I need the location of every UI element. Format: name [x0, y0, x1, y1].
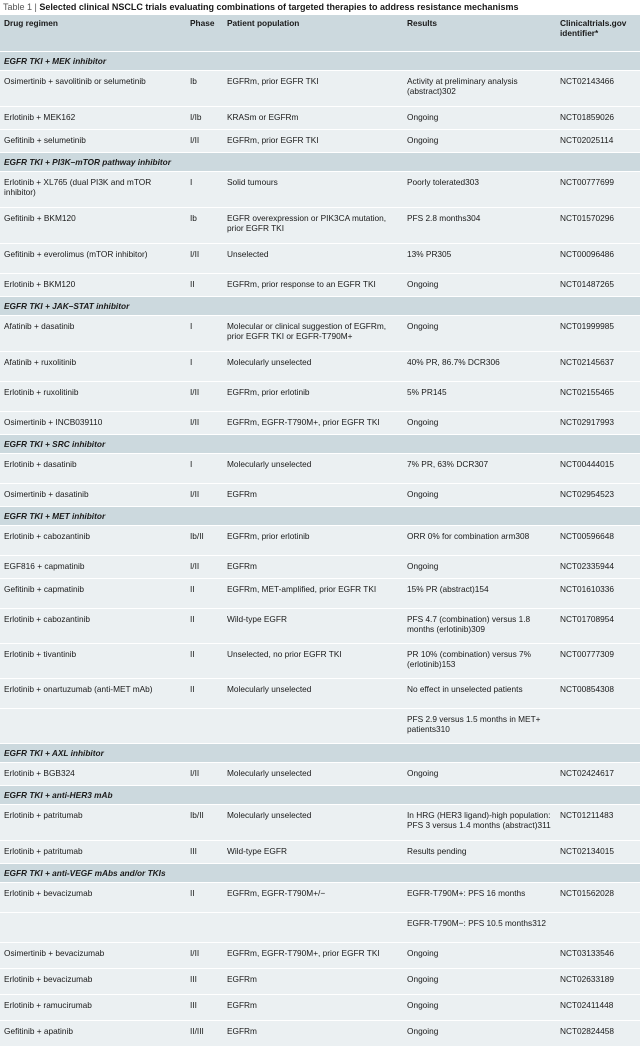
- identifier-cell: NCT02824458: [556, 1021, 640, 1047]
- identifier-cell: NCT02145637: [556, 352, 640, 382]
- section-title: EGFR TKI + MET inhibitor: [0, 507, 640, 526]
- phase-cell: III: [186, 841, 223, 864]
- patient-population-cell: EGFRm, prior erlotinib: [223, 382, 403, 412]
- table-row: [0, 609, 640, 644]
- table-row: [0, 841, 640, 864]
- drug-regimen-cell: [0, 913, 186, 943]
- identifier-cell: NCT02424617: [556, 763, 640, 786]
- results-cell: No effect in unselected patients: [403, 679, 556, 709]
- table-row: [0, 913, 640, 943]
- identifier-cell: [556, 709, 640, 744]
- table-row: [0, 412, 640, 435]
- table-row: [0, 644, 640, 679]
- identifier-cell: NCT01570296: [556, 208, 640, 244]
- phase-cell: I: [186, 316, 223, 352]
- phase-cell: [186, 913, 223, 943]
- section-header-row: [0, 435, 640, 454]
- patient-population-cell: EGFR overexpression or PIK3CA mutation, prior EGFR TKI: [223, 208, 403, 244]
- identifier-cell: NCT00096486: [556, 244, 640, 274]
- phase-cell: I/Ib: [186, 107, 223, 130]
- identifier-cell: NCT00596648: [556, 526, 640, 556]
- phase-cell: III: [186, 995, 223, 1021]
- identifier-cell: NCT02155465: [556, 382, 640, 412]
- drug-regimen-cell: Erlotinib + patritumab: [0, 841, 186, 864]
- results-cell: Ongoing: [403, 130, 556, 153]
- identifier-cell: NCT01999985: [556, 316, 640, 352]
- section-title: EGFR TKI + PI3K–mTOR pathway inhibitor: [0, 153, 640, 172]
- results-cell: Ongoing: [403, 484, 556, 507]
- drug-regimen-cell: Erlotinib + bevacizumab: [0, 883, 186, 913]
- results-cell: ORR 0% for combination arm308: [403, 526, 556, 556]
- table-body: [0, 52, 640, 1047]
- section-title: EGFR TKI + anti-HER3 mAb: [0, 786, 640, 805]
- identifier-cell: NCT02143466: [556, 71, 640, 107]
- results-cell: Ongoing: [403, 412, 556, 435]
- table-row: [0, 763, 640, 786]
- table-row: [0, 805, 640, 841]
- patient-population-cell: Molecularly unselected: [223, 805, 403, 841]
- table-row: [0, 995, 640, 1021]
- section-title: EGFR TKI + AXL inhibitor: [0, 744, 640, 763]
- phase-cell: Ib/II: [186, 526, 223, 556]
- results-cell: PFS 2.8 months304: [403, 208, 556, 244]
- drug-regimen-cell: Erlotinib + BKM120: [0, 274, 186, 297]
- results-cell: Activity at preliminary analysis (abstract)302: [403, 71, 556, 107]
- table-row: [0, 709, 640, 744]
- patient-population-cell: EGFRm, EGFR-T790M+, prior EGFR TKI: [223, 943, 403, 969]
- patient-population-cell: Molecularly unselected: [223, 679, 403, 709]
- identifier-cell: NCT01487265: [556, 274, 640, 297]
- drug-regimen-cell: Afatinib + dasatinib: [0, 316, 186, 352]
- identifier-cell: NCT03133546: [556, 943, 640, 969]
- results-cell: EGFR-T790M−: PFS 10.5 months312: [403, 913, 556, 943]
- drug-regimen-cell: [0, 709, 186, 744]
- phase-cell: II: [186, 609, 223, 644]
- patient-population-cell: [223, 709, 403, 744]
- header-identifier: Clinicaltrials.gov identifier*: [556, 15, 640, 52]
- patient-population-cell: EGFRm: [223, 1021, 403, 1047]
- section-header-row: [0, 744, 640, 763]
- identifier-cell: NCT02954523: [556, 484, 640, 507]
- table-row: [0, 130, 640, 153]
- phase-cell: I/II: [186, 412, 223, 435]
- drug-regimen-cell: Gefitinib + everolimus (mTOR inhibitor): [0, 244, 186, 274]
- section-title: EGFR TKI + SRC inhibitor: [0, 435, 640, 454]
- phase-cell: [186, 709, 223, 744]
- patient-population-cell: EGFRm, prior erlotinib: [223, 526, 403, 556]
- section-header-row: [0, 864, 640, 883]
- identifier-cell: NCT00444015: [556, 454, 640, 484]
- drug-regimen-cell: Osimertinib + INCB039110: [0, 412, 186, 435]
- results-cell: Ongoing: [403, 995, 556, 1021]
- identifier-cell: NCT01562028: [556, 883, 640, 913]
- table-row: [0, 526, 640, 556]
- results-cell: PR 10% (combination) versus 7% (erlotinib)153: [403, 644, 556, 679]
- table-row: [0, 316, 640, 352]
- table-row: [0, 454, 640, 484]
- drug-regimen-cell: Osimertinib + dasatinib: [0, 484, 186, 507]
- phase-cell: I/II: [186, 244, 223, 274]
- table-row: [0, 71, 640, 107]
- results-cell: Poorly tolerated303: [403, 172, 556, 208]
- section-header-row: [0, 297, 640, 316]
- patient-population-cell: [223, 913, 403, 943]
- patient-population-cell: EGFRm, EGFR-T790M+, prior EGFR TKI: [223, 412, 403, 435]
- table-row: [0, 579, 640, 609]
- results-cell: Ongoing: [403, 316, 556, 352]
- patient-population-cell: Unselected: [223, 244, 403, 274]
- identifier-cell: NCT02633189: [556, 969, 640, 995]
- patient-population-cell: EGFRm, prior EGFR TKI: [223, 71, 403, 107]
- identifier-cell: NCT02025114: [556, 130, 640, 153]
- table-row: [0, 274, 640, 297]
- phase-cell: I/II: [186, 382, 223, 412]
- trials-table: [0, 15, 640, 1047]
- table-row: [0, 943, 640, 969]
- drug-regimen-cell: Afatinib + ruxolitinib: [0, 352, 186, 382]
- phase-cell: I/II: [186, 556, 223, 579]
- patient-population-cell: Molecularly unselected: [223, 352, 403, 382]
- phase-cell: I/II: [186, 943, 223, 969]
- results-cell: Results pending: [403, 841, 556, 864]
- drug-regimen-cell: Gefitinib + apatinib: [0, 1021, 186, 1047]
- identifier-cell: NCT01859026: [556, 107, 640, 130]
- results-cell: Ongoing: [403, 1021, 556, 1047]
- identifier-cell: NCT01708954: [556, 609, 640, 644]
- drug-regimen-cell: Erlotinib + onartuzumab (anti-MET mAb): [0, 679, 186, 709]
- drug-regimen-cell: Osimertinib + bevacizumab: [0, 943, 186, 969]
- table-row: [0, 1021, 640, 1047]
- patient-population-cell: EGFRm, MET-amplified, prior EGFR TKI: [223, 579, 403, 609]
- patient-population-cell: Wild-type EGFR: [223, 841, 403, 864]
- phase-cell: II: [186, 644, 223, 679]
- table-row: [0, 382, 640, 412]
- phase-cell: Ib: [186, 71, 223, 107]
- drug-regimen-cell: Erlotinib + BGB324: [0, 763, 186, 786]
- header-phase: Phase: [186, 15, 223, 52]
- caption-title: Selected clinical NSCLC trials evaluating combinations of targeted therapies to address resistance mechanisms: [39, 2, 519, 12]
- patient-population-cell: EGFRm, prior response to an EGFR TKI: [223, 274, 403, 297]
- phase-cell: I: [186, 454, 223, 484]
- patient-population-cell: Molecular or clinical suggestion of EGFRm, prior EGFR TKI or EGFR-T790M+: [223, 316, 403, 352]
- phase-cell: Ib/II: [186, 805, 223, 841]
- identifier-cell: NCT00854308: [556, 679, 640, 709]
- phase-cell: I: [186, 172, 223, 208]
- results-cell: 5% PR145: [403, 382, 556, 412]
- table-row: [0, 172, 640, 208]
- phase-cell: II/III: [186, 1021, 223, 1047]
- table-row: [0, 208, 640, 244]
- table-caption: [0, 0, 640, 15]
- results-cell: PFS 2.9 versus 1.5 months in MET+ patients310: [403, 709, 556, 744]
- identifier-cell: NCT01610336: [556, 579, 640, 609]
- table-header: [0, 15, 640, 52]
- identifier-cell: NCT02917993: [556, 412, 640, 435]
- drug-regimen-cell: Erlotinib + ramucirumab: [0, 995, 186, 1021]
- drug-regimen-cell: Gefitinib + selumetinib: [0, 130, 186, 153]
- section-title: EGFR TKI + MEK inhibitor: [0, 52, 640, 71]
- patient-population-cell: EGFRm, prior EGFR TKI: [223, 130, 403, 153]
- drug-regimen-cell: EGF816 + capmatinib: [0, 556, 186, 579]
- patient-population-cell: EGFRm: [223, 969, 403, 995]
- results-cell: Ongoing: [403, 107, 556, 130]
- caption-label: Table 1 |: [3, 2, 37, 12]
- table-row: [0, 556, 640, 579]
- identifier-cell: [556, 913, 640, 943]
- table-row: [0, 352, 640, 382]
- section-title: EGFR TKI + JAK–STAT inhibitor: [0, 297, 640, 316]
- results-cell: Ongoing: [403, 763, 556, 786]
- drug-regimen-cell: Erlotinib + XL765 (dual PI3K and mTOR inhibitor): [0, 172, 186, 208]
- results-cell: Ongoing: [403, 556, 556, 579]
- phase-cell: I/II: [186, 130, 223, 153]
- results-cell: 40% PR, 86.7% DCR306: [403, 352, 556, 382]
- phase-cell: I/II: [186, 484, 223, 507]
- header-patient-population: Patient population: [223, 15, 403, 52]
- table-row: [0, 484, 640, 507]
- phase-cell: I/II: [186, 763, 223, 786]
- drug-regimen-cell: Erlotinib + cabozantinib: [0, 526, 186, 556]
- table-row: [0, 969, 640, 995]
- patient-population-cell: EGFRm: [223, 484, 403, 507]
- table-row: [0, 244, 640, 274]
- drug-regimen-cell: Osimertinib + savolitinib or selumetinib: [0, 71, 186, 107]
- results-cell: 13% PR305: [403, 244, 556, 274]
- results-cell: In HRG (HER3 ligand)-high population: PFS 3 versus 1.4 months (abstract)311: [403, 805, 556, 841]
- phase-cell: II: [186, 274, 223, 297]
- patient-population-cell: Molecularly unselected: [223, 763, 403, 786]
- results-cell: EGFR-T790M+: PFS 16 months: [403, 883, 556, 913]
- results-cell: 15% PR (abstract)154: [403, 579, 556, 609]
- phase-cell: II: [186, 883, 223, 913]
- patient-population-cell: Molecularly unselected: [223, 454, 403, 484]
- patient-population-cell: EGFRm, EGFR-T790M+/−: [223, 883, 403, 913]
- header-drug-regimen: Drug regimen: [0, 15, 186, 52]
- drug-regimen-cell: Erlotinib + tivantinib: [0, 644, 186, 679]
- drug-regimen-cell: Erlotinib + bevacizumab: [0, 969, 186, 995]
- drug-regimen-cell: Erlotinib + dasatinib: [0, 454, 186, 484]
- phase-cell: III: [186, 969, 223, 995]
- identifier-cell: NCT02335944: [556, 556, 640, 579]
- header-results: Results: [403, 15, 556, 52]
- patient-population-cell: KRASm or EGFRm: [223, 107, 403, 130]
- patient-population-cell: EGFRm: [223, 995, 403, 1021]
- section-title: EGFR TKI + anti-VEGF mAbs and/or TKIs: [0, 864, 640, 883]
- identifier-cell: NCT02134015: [556, 841, 640, 864]
- results-cell: Ongoing: [403, 969, 556, 995]
- drug-regimen-cell: Erlotinib + MEK162: [0, 107, 186, 130]
- section-header-row: [0, 786, 640, 805]
- results-cell: Ongoing: [403, 943, 556, 969]
- table-row: [0, 883, 640, 913]
- drug-regimen-cell: Erlotinib + patritumab: [0, 805, 186, 841]
- phase-cell: Ib: [186, 208, 223, 244]
- identifier-cell: NCT00777699: [556, 172, 640, 208]
- drug-regimen-cell: Erlotinib + cabozantinib: [0, 609, 186, 644]
- results-cell: Ongoing: [403, 274, 556, 297]
- table-row: [0, 679, 640, 709]
- drug-regimen-cell: Erlotinib + ruxolitinib: [0, 382, 186, 412]
- patient-population-cell: Wild-type EGFR: [223, 609, 403, 644]
- drug-regimen-cell: Gefitinib + BKM120: [0, 208, 186, 244]
- section-header-row: [0, 507, 640, 526]
- phase-cell: II: [186, 579, 223, 609]
- drug-regimen-cell: Gefitinib + capmatinib: [0, 579, 186, 609]
- phase-cell: II: [186, 679, 223, 709]
- identifier-cell: NCT00777309: [556, 644, 640, 679]
- phase-cell: I: [186, 352, 223, 382]
- results-cell: 7% PR, 63% DCR307: [403, 454, 556, 484]
- section-header-row: [0, 153, 640, 172]
- patient-population-cell: Unselected, no prior EGFR TKI: [223, 644, 403, 679]
- patient-population-cell: EGFRm: [223, 556, 403, 579]
- identifier-cell: NCT01211483: [556, 805, 640, 841]
- patient-population-cell: Solid tumours: [223, 172, 403, 208]
- identifier-cell: NCT02411448: [556, 995, 640, 1021]
- table-row: [0, 107, 640, 130]
- section-header-row: [0, 52, 640, 71]
- results-cell: PFS 4.7 (combination) versus 1.8 months (erlotinib)309: [403, 609, 556, 644]
